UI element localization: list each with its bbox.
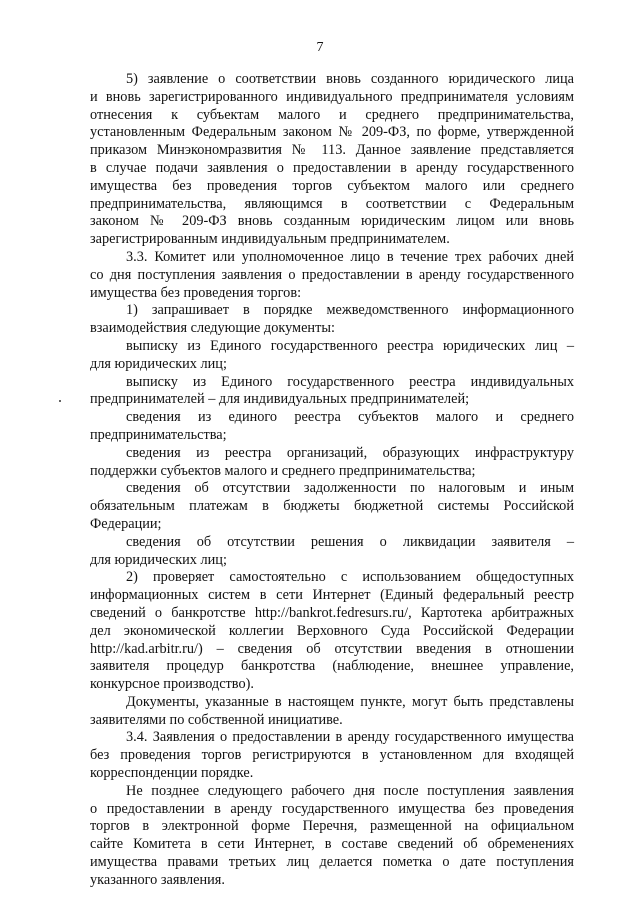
text-line: поддержки субъектов малого и среднего предпринимательства; — [90, 462, 476, 479]
paragraph-next-working-day — [90, 783, 574, 890]
text-line: взаимодействия следующие документы: — [90, 320, 335, 337]
text-line: предпринимательства, являющимся в соответствии с Федеральным — [90, 195, 574, 212]
margin-mark — [59, 400, 61, 402]
text-line: торгов в электронной форме Перечня, размещенной на официальном — [90, 818, 574, 835]
text-line: 3.4. Заявления о предоставлении в аренду государственного имущества — [126, 729, 574, 746]
page-number: 7 — [316, 40, 324, 55]
text-line: предпринимательства; — [90, 426, 227, 443]
text-line: 5) заявление о соответствии вновь созданного юридического лица — [126, 71, 574, 87]
paragraph-extract-legal-entities — [90, 338, 574, 374]
text-line: дел экономической коллегии Верховного Суда Российской Федерации — [90, 622, 574, 639]
text-line: Документы, указанные в настоящем пункте, могут быть представлены — [126, 693, 574, 710]
text-line: http://kad.arbitr.ru/) – сведения об отсутствии введения в отношении — [90, 640, 574, 657]
text-line: со дня поступления заявления о предоставлении в аренду государственного — [90, 266, 574, 283]
paragraph-clause-3-3 — [90, 249, 574, 302]
paragraph-item-1-request — [90, 302, 574, 338]
text-line: заявителя процедур банкротства (наблюдение, внешнее управление, — [90, 658, 574, 675]
text-line: выписку из Единого государственного реестра юридических лиц – — [126, 337, 574, 354]
text-line: зарегистрированным индивидуальным предпринимателем. — [90, 231, 450, 248]
text-line: и вновь зарегистрированного индивидуального предпринимателя условиям — [90, 88, 574, 105]
text-line: информационных систем в сети Интернет (Единый федеральный реестр — [90, 587, 574, 604]
text-line: Федерации; — [90, 515, 162, 532]
paragraph-clause-3-4 — [90, 729, 574, 782]
text-line: имущества без проведения торгов субъектом малого или среднего — [90, 177, 574, 194]
text-line: в случае подачи заявления о предоставлении в аренду государственного — [90, 159, 574, 176]
text-line: 2) проверяет самостоятельно с использованием общедоступных — [126, 569, 574, 586]
text-line: приказом Минэкономразвития № 113. Данное заявление представляется — [90, 142, 574, 159]
text-line: 3.3. Комитет или уполномоченное лицо в течение трех рабочих дней — [126, 248, 574, 265]
text-line: отнесения к субъектам малого и среднего предпринимательства, — [90, 106, 574, 123]
text-line: указанного заявления. — [90, 871, 225, 888]
paragraph-extract-individual-entrepreneurs — [90, 374, 574, 410]
text-line: корреспонденции порядке. — [90, 765, 254, 782]
text-line: имущества без проведения торгов: — [90, 284, 302, 301]
paragraph-liquidation-info — [90, 534, 574, 570]
text-line: предпринимателей – для индивидуальных предпринимателей; — [90, 391, 470, 408]
paragraph-sme-register-info — [90, 409, 574, 445]
paragraph-item-2-check — [90, 569, 574, 694]
paragraph-tax-debt-info — [90, 480, 574, 533]
text-line: 1) запрашивает в порядке межведомственного информационного — [126, 302, 574, 319]
text-line: Не позднее следующего рабочего дня после поступления заявления — [126, 782, 574, 799]
text-line: сведения из единого реестра субъектов малого и среднего — [126, 409, 574, 426]
text-line: для юридических лиц; — [90, 355, 227, 372]
document-body — [90, 71, 574, 890]
paragraph-infrastructure-register-info — [90, 445, 574, 481]
paragraph-item-5-statement — [90, 71, 574, 249]
text-line: сведения об отсутствии задолженности по налоговым и иным — [126, 480, 574, 497]
text-line: для юридических лиц; — [90, 551, 227, 568]
text-line: выписку из Единого государственного реестра индивидуальных — [126, 373, 574, 390]
text-line: заявителями по собственной инициативе. — [90, 711, 343, 728]
text-line: конкурсное производство). — [90, 676, 254, 693]
paragraph-documents-own-initiative — [90, 694, 574, 730]
text-line: сведения об отсутствии решения о ликвидации заявителя – — [126, 533, 574, 550]
text-line: о предоставлении в аренду государственного имущества без проведения — [90, 800, 574, 817]
text-line: установленным Федеральным законом № 209-ФЗ, по форме, утвержденной — [90, 124, 574, 141]
text-line: без проведения торгов регистрируются в установленном для входящей — [90, 747, 574, 764]
text-line: законом № 209-ФЗ вновь созданным юридическим лицом или вновь — [90, 213, 574, 230]
text-line: сведения из реестра организаций, образующих инфраструктуру — [126, 444, 574, 461]
text-line: имущества правами третьих лиц делается пометка о дате поступления — [90, 854, 574, 871]
text-line: обязательным платежам в бюджеты бюджетной системы Российской — [90, 498, 574, 515]
text-line: сайте Комитета в сети Интернет, в составе сведений об обременениях — [90, 836, 574, 853]
text-line: сведений о банкротстве http://bankrot.fedresurs.ru/, Картотека арбитражных — [90, 604, 574, 621]
